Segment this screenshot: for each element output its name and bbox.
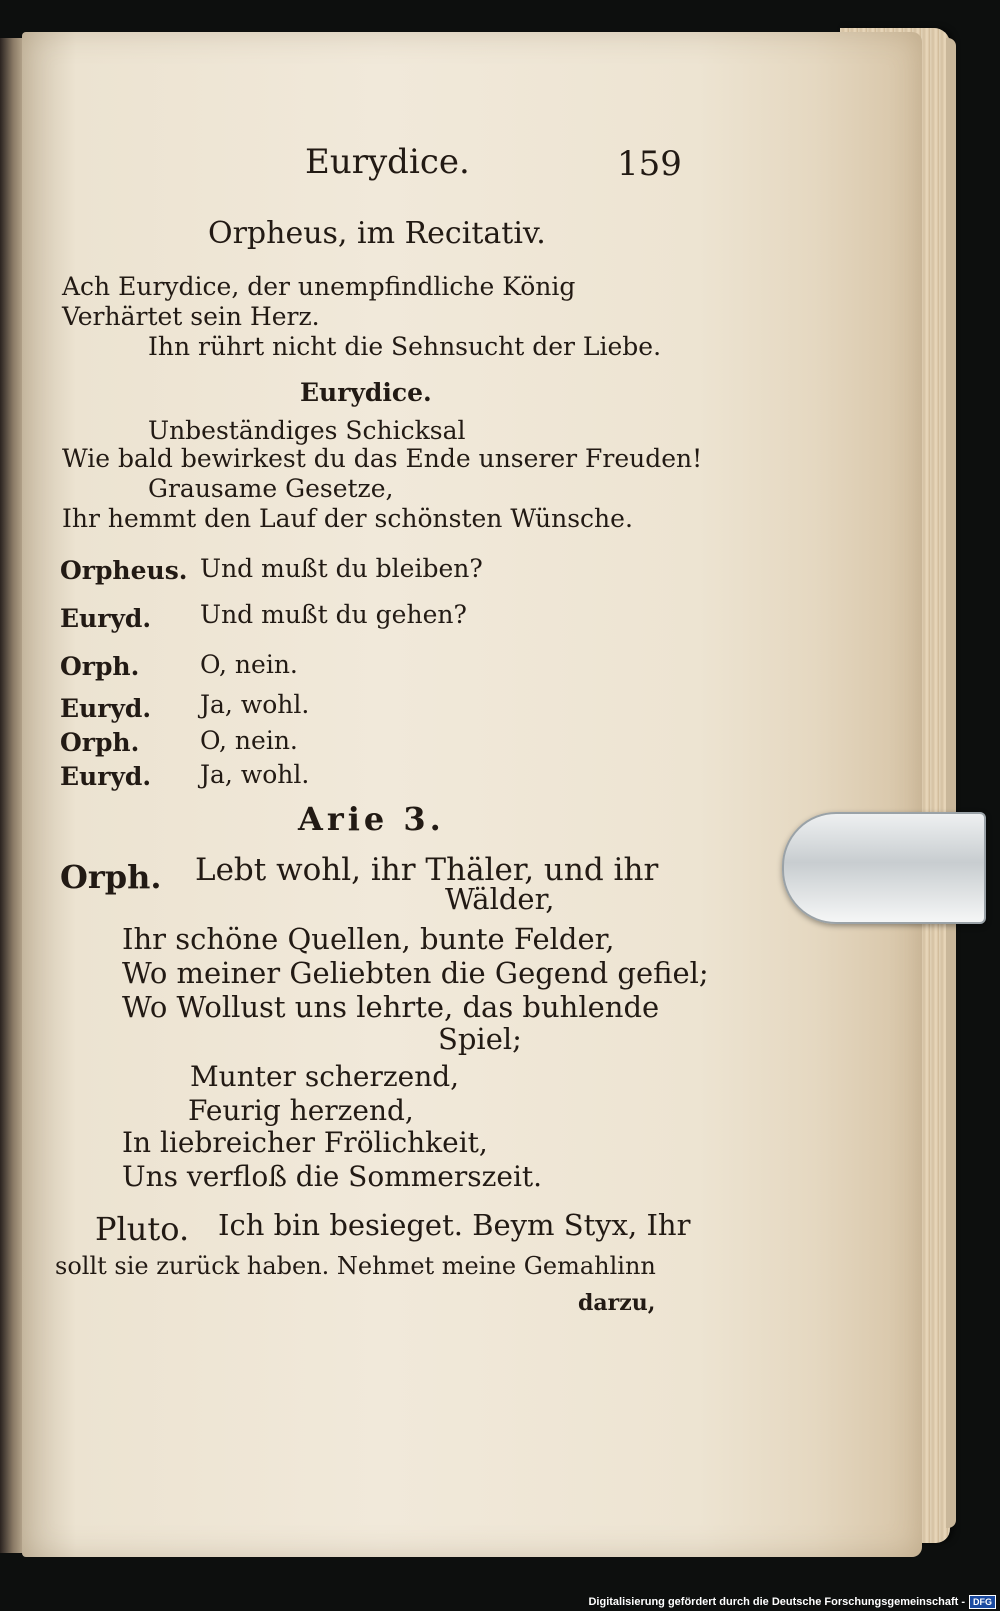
page-number: 159 [617,144,682,184]
dialogue-line-6: Ja, wohl. [200,760,310,789]
dialogue-line-3: O, nein. [200,650,298,679]
dialogue-speaker-5: Orph. [60,728,140,757]
recitative-line-3: Ihn rührt nicht die Sehnsucht der Liebe. [148,332,662,361]
aria-line-3: Ihr schöne Quellen, bunte Felder, [122,922,615,956]
pluto-speaker: Pluto. [95,1210,190,1248]
dialogue-line-4: Ja, wohl. [200,690,310,719]
dialogue-line-2: Und mußt du gehen? [200,600,467,629]
aria-line-8: Feurig herzend, [188,1094,414,1127]
aria-line-9: In liebreicher Frölichkeit, [122,1126,488,1159]
dialogue-speaker-1: Orpheus. [60,556,188,585]
aria-speaker: Orph. [60,858,162,896]
running-title: Eurydice. [305,142,470,182]
aria-line-1: Lebt wohl, ihr Thäler, und ihr [195,852,659,888]
credit-text: Digitalisierung gefördert durch die Deutsche Forschungsgemeinschaft - [588,1595,965,1608]
aria-line-6: Spiel; [438,1022,522,1056]
eurydice-speaker: Eurydice. [300,378,432,407]
aria-title: Arie 3. [298,800,445,838]
pluto-line-1: Ich bin besieget. Beym Styx, Ihr [218,1208,691,1242]
catchword: darzu, [578,1290,656,1316]
eurydice-line-1: Unbeständiges Schicksal [148,416,466,445]
digitization-credit [588,1592,996,1611]
recitative-line-1: Ach Eurydice, der unempfindliche König [62,272,576,301]
aria-line-5: Wo Wollust uns lehrte, das buhlende [122,990,660,1024]
pluto-line-2: sollt sie zurück haben. Nehmet meine Gemahlinn [55,1252,656,1280]
dfg-logo: DFG [969,1595,996,1609]
recitative-line-2: Verhärtet sein Herz. [62,302,320,331]
dialogue-line-1: Und mußt du bleiben? [200,554,483,583]
recitative-heading: Orpheus, im Recitativ. [208,216,546,251]
eurydice-line-2: Wie bald bewirkest du das Ende unserer Freuden! [62,444,703,473]
dialogue-speaker-4: Euryd. [60,694,152,723]
book-page [22,32,922,1557]
dialogue-line-5: O, nein. [200,726,298,755]
dialogue-speaker-2: Euryd. [60,604,152,633]
facing-page-edge [0,38,24,1553]
aria-line-2: Wälder, [445,882,555,916]
dialogue-speaker-6: Euryd. [60,762,152,791]
dialogue-speaker-3: Orph. [60,652,140,681]
eurydice-line-3: Grausame Gesetze, [148,474,394,503]
aria-line-10: Uns verfloß die Sommerszeit. [122,1160,543,1193]
aria-line-7: Munter scherzend, [190,1060,460,1093]
aria-line-4: Wo meiner Geliebten die Gegend gefiel; [122,956,709,990]
page-clip [782,812,986,924]
eurydice-line-4: Ihr hemmt den Lauf der schönsten Wünsche. [62,504,633,533]
